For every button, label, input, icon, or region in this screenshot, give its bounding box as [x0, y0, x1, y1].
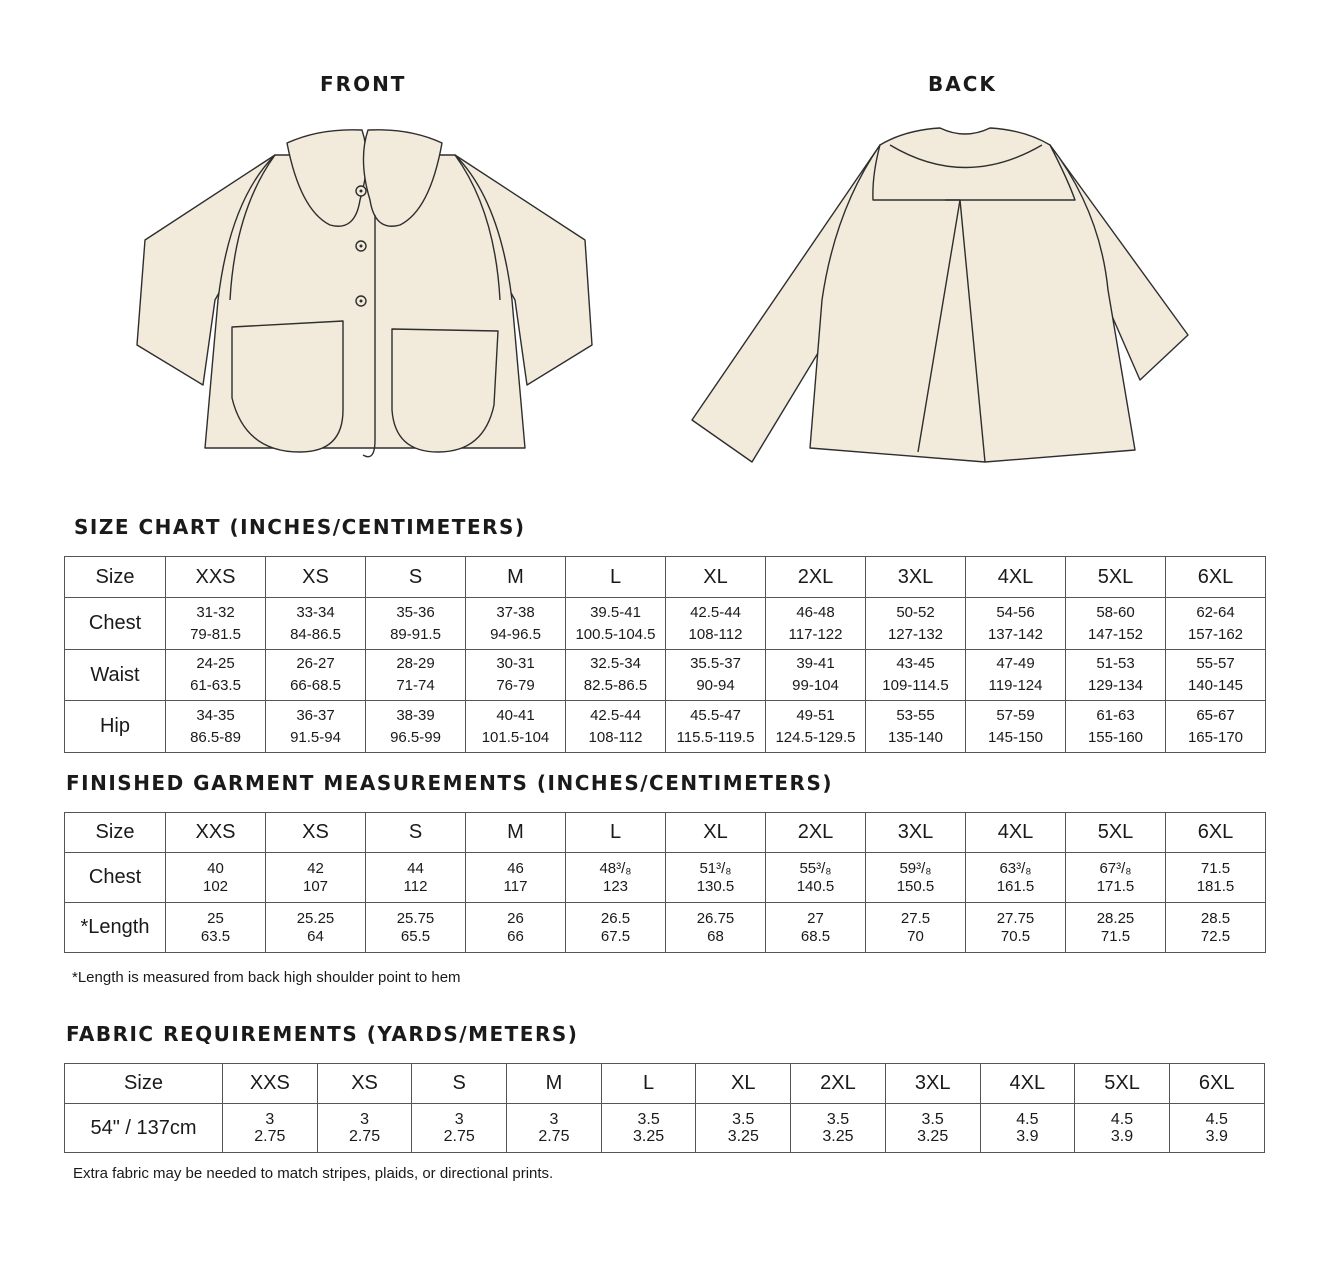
measure-inches: 25.25	[296, 909, 335, 927]
measure-cm: 123	[602, 877, 629, 895]
size-cell: 4XL	[966, 557, 1066, 598]
finished-measurements-table	[64, 812, 1266, 953]
measure-cm: 68	[707, 927, 724, 945]
measure-inches: 26	[507, 909, 524, 927]
measure-cm: 84-86.5	[290, 625, 341, 643]
measure-cm: 150.5	[896, 877, 935, 895]
front-view-label: FRONT	[320, 72, 407, 96]
measure-yards: 3.5	[732, 1111, 755, 1128]
size-cell: 4XL	[966, 813, 1066, 853]
measure-yards: 3	[454, 1111, 464, 1128]
measure-inches: 40-41	[496, 706, 535, 724]
size-cell: XL	[666, 557, 766, 598]
measure-inches: 59³/₈	[899, 859, 932, 877]
measure-inches: 33-34	[296, 603, 335, 621]
measure-cm: 107	[302, 877, 329, 895]
front-jacket-illustration	[130, 120, 600, 470]
measure-cm: 147-152	[1087, 625, 1144, 643]
measure-cm: 91.5-94	[290, 728, 341, 746]
fabric-requirements-heading: FABRIC REQUIREMENTS (YARDS/METERS)	[66, 1022, 579, 1046]
size-cell: XXS	[166, 813, 266, 853]
measure-inches: 47-49	[996, 655, 1035, 672]
size-chart-table	[64, 556, 1266, 753]
back-jacket-illustration	[685, 120, 1205, 470]
size-cell: 5XL	[1066, 813, 1166, 853]
measure-cm: 155-160	[1087, 728, 1144, 746]
measure-cm: 72.5	[1200, 927, 1231, 945]
measure-yards: 4.5	[1205, 1111, 1228, 1128]
measure-inches: 55³/₈	[799, 859, 832, 877]
measure-cm: 71-74	[396, 677, 435, 694]
measure-inches: 35-36	[396, 603, 435, 621]
measure-meters: 2.75	[254, 1128, 286, 1145]
row-label: Chest	[65, 853, 166, 903]
measure-inches: 58-60	[1096, 603, 1135, 621]
size-cell: 2XL	[766, 557, 866, 598]
measure-yards: 4.5	[1016, 1111, 1039, 1128]
size-cell: M	[466, 813, 566, 853]
measure-cm: 76-79	[496, 677, 535, 694]
size-cell: L	[566, 557, 666, 598]
measure-yards: 3	[549, 1111, 559, 1128]
measure-inches: 46-48	[796, 603, 835, 621]
measure-inches: 65-67	[1196, 706, 1235, 724]
finished-measurements-heading: FINISHED GARMENT MEASUREMENTS (INCHES/CENTIMETERS)	[66, 771, 834, 795]
front-button-2	[356, 241, 366, 251]
size-cell: S	[412, 1064, 507, 1104]
measure-meters: 2.75	[538, 1128, 570, 1145]
row-label: 54" / 137cm	[65, 1104, 223, 1153]
length-footnote: *Length is measured from back high shoulder point to hem	[72, 969, 461, 986]
row-label: Waist	[65, 650, 166, 701]
measure-cm: 130.5	[696, 877, 735, 895]
measure-cm: 171.5	[1096, 877, 1135, 895]
measure-cm: 119-124	[988, 677, 1043, 694]
measure-inches: 28.5	[1200, 909, 1231, 927]
size-cell: XXS	[166, 557, 266, 598]
measure-inches: 28.25	[1096, 909, 1135, 927]
fabric-width-row	[65, 1104, 1265, 1153]
size-cell: XXS	[223, 1064, 318, 1104]
measure-inches: 43-45	[896, 655, 935, 672]
front-button-3	[356, 296, 366, 306]
size-cell: 5XL	[1066, 557, 1166, 598]
size-cell: 2XL	[791, 1064, 886, 1104]
size-cell: 6XL	[1166, 557, 1266, 598]
size-cell: XL	[666, 813, 766, 853]
measure-cm: 129-134	[1087, 677, 1144, 694]
measure-inches: 46	[507, 859, 524, 877]
measure-inches: 27	[807, 909, 824, 927]
measure-cm: 86.5-89	[190, 728, 241, 746]
measure-inches: 42.5-44	[590, 706, 641, 724]
size-chart-header-row	[65, 557, 1266, 598]
size-header-cell: Size	[65, 1064, 223, 1104]
size-cell: L	[601, 1064, 696, 1104]
measure-inches: 57-59	[996, 706, 1035, 724]
front-button-1	[356, 186, 366, 196]
finished-length-row	[65, 903, 1266, 953]
measure-inches: 42	[307, 859, 324, 877]
measure-cm: 145-150	[987, 728, 1044, 746]
measure-yards: 3.5	[637, 1111, 660, 1128]
measure-inches: 42.5-44	[690, 603, 741, 621]
front-right-pocket	[392, 329, 498, 452]
measure-meters: 3.9	[1110, 1128, 1134, 1145]
front-left-pocket	[232, 321, 343, 452]
size-cell: 4XL	[980, 1064, 1075, 1104]
measure-cm: 108-112	[688, 625, 743, 643]
measure-meters: 3.9	[1016, 1128, 1039, 1145]
measure-inches: 32.5-34	[590, 655, 641, 672]
measure-inches: 51-53	[1096, 655, 1135, 672]
size-cell: S	[366, 557, 466, 598]
size-cell: 6XL	[1169, 1064, 1264, 1104]
measure-inches: 27.5	[900, 909, 931, 927]
size-cell: 3XL	[885, 1064, 980, 1104]
size-cell: XL	[696, 1064, 791, 1104]
measure-yards: 3.5	[921, 1111, 944, 1128]
measure-inches: 49-51	[796, 706, 835, 724]
size-chart-heading: SIZE CHART (INCHES/CENTIMETERS)	[74, 515, 526, 539]
measure-cm: 127-132	[887, 625, 944, 643]
measure-cm: 66-68.5	[290, 677, 341, 694]
measure-cm: 100.5-104.5	[575, 625, 656, 643]
measure-cm: 137-142	[987, 625, 1044, 643]
measure-cm: 108-112	[588, 728, 643, 746]
size-cell: 2XL	[766, 813, 866, 853]
measure-inches: 40	[207, 859, 224, 877]
chest-row	[65, 598, 1266, 650]
measure-inches: 35.5-37	[690, 655, 741, 672]
measure-cm: 140.5	[796, 877, 835, 895]
measure-cm: 112	[403, 877, 428, 895]
measure-cm: 157-162	[1187, 625, 1244, 643]
measure-inches: 50-52	[896, 603, 935, 621]
measure-cm: 124.5-129.5	[775, 728, 856, 746]
size-cell: M	[466, 557, 566, 598]
size-cell: 5XL	[1075, 1064, 1170, 1104]
measure-inches: 48³/₈	[599, 859, 632, 877]
measure-inches: 71.5	[1200, 859, 1231, 877]
measure-meters: 2.75	[443, 1128, 475, 1145]
measure-inches: 28-29	[396, 655, 435, 672]
measure-inches: 36-37	[296, 706, 335, 724]
measure-inches: 44	[407, 859, 424, 877]
measure-inches: 25	[207, 909, 224, 927]
measure-inches: 39-41	[796, 655, 835, 672]
measure-cm: 101.5-104	[481, 728, 550, 746]
measure-yards: 3	[360, 1111, 369, 1128]
measure-inches: 34-35	[196, 706, 235, 724]
measure-inches: 26.75	[696, 909, 735, 927]
measure-meters: 3.9	[1205, 1128, 1228, 1145]
measure-meters: 3.25	[917, 1128, 949, 1145]
measure-cm: 90-94	[696, 677, 735, 694]
measure-meters: 3.25	[633, 1128, 665, 1145]
measure-cm: 82.5-86.5	[583, 677, 648, 694]
measure-inches: 53-55	[896, 706, 935, 724]
measure-cm: 115.5-119.5	[676, 728, 755, 746]
measure-inches: 62-64	[1196, 603, 1235, 621]
measure-inches: 26.5	[600, 909, 631, 927]
finished-chest-row	[65, 853, 1266, 903]
size-cell: 3XL	[866, 813, 966, 853]
fabric-header-row	[65, 1064, 1265, 1104]
size-header-cell: Size	[65, 813, 166, 853]
measure-cm: 70	[907, 927, 924, 945]
measure-inches: 37-38	[496, 603, 535, 621]
row-label: Hip	[65, 701, 166, 753]
measure-cm: 181.5	[1196, 877, 1235, 895]
measure-inches: 67³/₈	[1099, 859, 1132, 877]
measure-yards: 3	[265, 1111, 275, 1128]
size-cell: XS	[317, 1064, 412, 1104]
measure-meters: 3.25	[822, 1128, 854, 1145]
measure-inches: 54-56	[996, 603, 1035, 621]
measure-inches: 38-39	[396, 706, 435, 724]
measure-inches: 63³/₈	[999, 859, 1032, 877]
size-cell: L	[566, 813, 666, 853]
measure-cm: 117	[503, 877, 528, 895]
measure-inches: 27.75	[996, 909, 1035, 927]
measure-cm: 61-63.5	[190, 677, 241, 694]
row-label: Chest	[65, 598, 166, 650]
measure-cm: 66	[507, 927, 524, 945]
size-header-cell: Size	[65, 557, 166, 598]
measure-cm: 140-145	[1187, 677, 1244, 694]
measure-inches: 55-57	[1196, 655, 1235, 672]
measure-inches: 45.5-47	[690, 706, 741, 724]
measure-cm: 135-140	[887, 728, 944, 746]
waist-row	[65, 650, 1266, 701]
measure-cm: 102	[202, 877, 229, 895]
back-yoke	[873, 128, 1075, 200]
size-cell: XS	[266, 813, 366, 853]
measure-cm: 67.5	[600, 927, 631, 945]
measure-inches: 30-31	[496, 655, 535, 672]
size-cell: M	[507, 1064, 602, 1104]
measure-meters: 3.25	[727, 1128, 759, 1145]
finished-header-row	[65, 813, 1266, 853]
measure-yards: 3.5	[826, 1111, 850, 1128]
hip-row	[65, 701, 1266, 753]
measure-inches: 24-25	[196, 655, 235, 672]
row-label: *Length	[65, 903, 166, 953]
measure-cm: 94-96.5	[490, 625, 541, 643]
measure-cm: 96.5-99	[390, 728, 441, 746]
measure-meters: 2.75	[348, 1128, 381, 1145]
back-view-label: BACK	[928, 72, 997, 96]
measure-cm: 79-81.5	[190, 625, 241, 643]
measure-cm: 89-91.5	[390, 625, 441, 643]
measure-inches: 26-27	[296, 655, 335, 672]
measure-cm: 161.5	[996, 877, 1035, 895]
measure-inches: 39.5-41	[590, 603, 641, 621]
measure-cm: 63.5	[200, 927, 231, 945]
measure-inches: 61-63	[1096, 706, 1135, 724]
measure-cm: 71.5	[1100, 927, 1131, 945]
measure-cm: 99-104	[792, 677, 839, 694]
measure-inches: 25.75	[396, 909, 435, 927]
measure-cm: 109-114.5	[882, 677, 949, 694]
measure-cm: 64	[307, 927, 324, 945]
measure-yards: 4.5	[1110, 1111, 1134, 1128]
measure-cm: 70.5	[1000, 927, 1031, 945]
measure-cm: 68.5	[800, 927, 831, 945]
size-cell: 3XL	[866, 557, 966, 598]
fabric-footnote: Extra fabric may be needed to match stripes, plaids, or directional prints.	[73, 1165, 554, 1182]
measure-cm: 117-122	[788, 625, 843, 643]
fabric-requirements-table	[64, 1063, 1265, 1153]
size-cell: S	[366, 813, 466, 853]
measure-inches: 51³/₈	[699, 859, 732, 877]
size-cell: XS	[266, 557, 366, 598]
measure-cm: 165-170	[1187, 728, 1244, 746]
size-cell: 6XL	[1166, 813, 1266, 853]
measure-cm: 65.5	[400, 927, 431, 945]
measure-inches: 31-32	[196, 603, 235, 621]
